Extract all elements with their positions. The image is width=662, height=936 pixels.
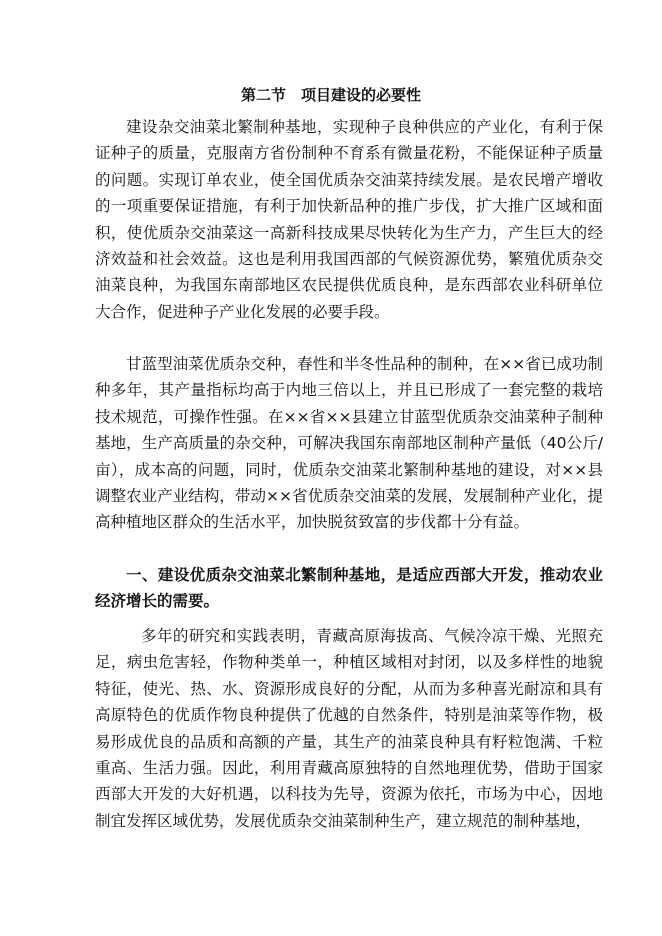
section-heading: 一、建设优质杂交油菜北繁制种基地，是适应西部大开发，推动农业经济增长的需要。	[95, 566, 603, 610]
paragraph-3: 多年的研究和实践表明，青藏高原海拔高、气候冷凉干燥、光照充足，病虫危害轻，作物种类单一，种植区域相对封闭，以及多样性的地貌特征，使光、热、水、资源形成良好的分配，从而为多种喜光耐凉和具有高原特色的优质作物良种提供了优越的自然条件，特别是油菜等作物，极易形成优良的品质和高额的产量，其生产的油菜良种具有籽粒饱满、千粒重高、生活力强。因此，利用青藏高原独特的自然地理优势，借助于国家西部大开发的大好机遇，以科技为先导，资源为依托，市场为中心，因地制宜发挥区域优势，发展优质杂交油菜制种生产，建立规范的制种基地，	[95, 627, 603, 830]
paragraph-1: 建设杂交油菜北繁制种基地，实现种子良种供应的产业化，有利于保证种子的质量，克服南方省份制种不育系有微量花粉，不能保证种子质量的问题。实现订单农业，使全国优质杂交油菜持续发展。是农民增产增收的一项重要保证措施，有利于加快新品种的推广步伐，扩大推广区域和面积，使优质杂交油菜这一高新科技成果尽快转化为生产力，产生巨大的经济效益和社会效益。这也是利用我国西部的气候资源优势，繁殖优质杂交油菜良种，为我国东南部地区农民提供优质良种，是东西部农业科研单位大合作，促进种子产业化发展的必要手段。	[95, 118, 603, 321]
section-title: 第二节 项目建设的必要性	[240, 86, 421, 104]
paragraph-2: 甘蓝型油菜优质杂交种，春性和半冬性品种的制种，在××省已成功制种多年，其产量指标均高于内地三倍以上，并且已形成了一套完整的栽培技术规范，可操作性强。在××省××县建立甘蓝型优质杂交油菜种子制种基地，生产高质量的杂交种，可解决我国东南部地区制种产量低（40公斤/亩），成本高的问题，同时，优质杂交油菜北繁制种基地的建设，对××县调整农业产业结构，带动××省优质杂交油菜的发展，发展制种产业化，提高种植地区群众的生活水平，加快脱贫致富的步伐都十分有益。	[95, 355, 603, 532]
